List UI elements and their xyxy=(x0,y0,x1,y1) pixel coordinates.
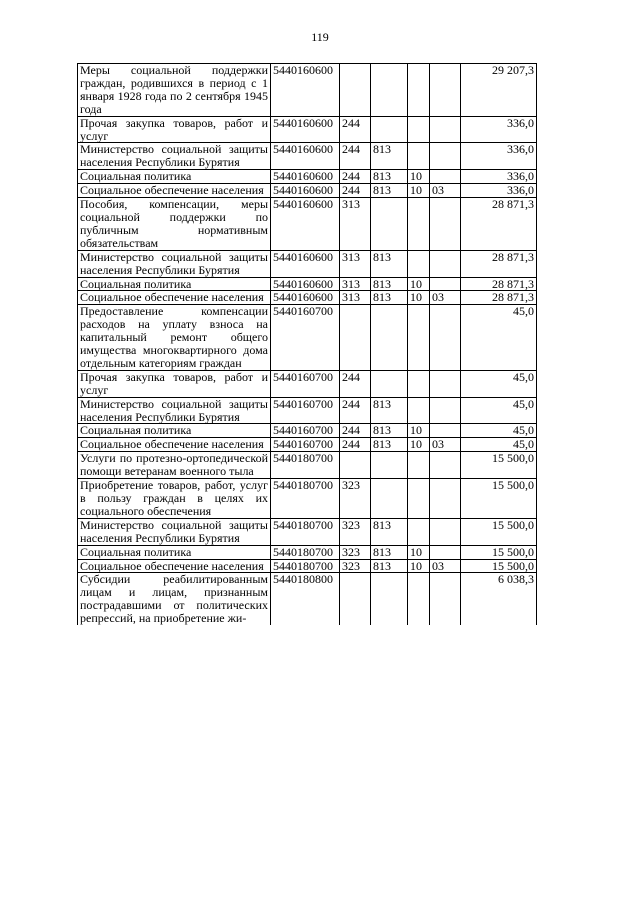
row-code: 5440180800 xyxy=(271,573,340,625)
row-expense-type: 244 xyxy=(340,184,371,198)
row-section xyxy=(408,479,430,519)
row-ministry-code: 813 xyxy=(371,397,408,424)
row-name: Социальное обеспечение населения xyxy=(78,184,271,198)
table-row xyxy=(78,64,537,117)
row-code: 5440160700 xyxy=(271,370,340,397)
row-section xyxy=(408,573,430,625)
row-expense-type: 323 xyxy=(340,559,371,573)
row-name: Меры социальной поддержки граждан, родившихся в период с 1 января 1928 года по 2 сентября 1945 года xyxy=(78,64,271,117)
row-section xyxy=(408,116,430,143)
row-amount: 45,0 xyxy=(461,305,537,371)
row-amount: 336,0 xyxy=(461,116,537,143)
row-section: 10 xyxy=(408,424,430,438)
row-expense-type: 313 xyxy=(340,277,371,291)
table-row xyxy=(78,143,537,170)
row-code: 5440160700 xyxy=(271,305,340,371)
table-row xyxy=(78,277,537,291)
row-section xyxy=(408,198,430,251)
row-code: 5440160600 xyxy=(271,198,340,251)
row-ministry-code xyxy=(371,64,408,117)
row-name: Министерство социальной защиты населения Республики Бурятия xyxy=(78,397,271,424)
table-row xyxy=(78,397,537,424)
row-ministry-code: 813 xyxy=(371,518,408,545)
row-name: Социальное обеспечение населения xyxy=(78,559,271,573)
row-ministry-code: 813 xyxy=(371,291,408,305)
row-name: Социальная политика xyxy=(78,424,271,438)
row-expense-type: 323 xyxy=(340,479,371,519)
row-name: Услуги по протезно-ортопедической помощи ветеранам военного тыла xyxy=(78,452,271,479)
table-row xyxy=(78,424,537,438)
row-amount: 45,0 xyxy=(461,424,537,438)
row-code: 5440160600 xyxy=(271,143,340,170)
row-ministry-code xyxy=(371,116,408,143)
row-code: 5440180700 xyxy=(271,479,340,519)
table-row xyxy=(78,370,537,397)
row-code: 5440180700 xyxy=(271,545,340,559)
row-subsection xyxy=(430,116,461,143)
row-amount: 336,0 xyxy=(461,184,537,198)
row-expense-type: 323 xyxy=(340,518,371,545)
row-section: 10 xyxy=(408,545,430,559)
row-section xyxy=(408,370,430,397)
row-expense-type: 244 xyxy=(340,438,371,452)
row-name: Предоставление компенсации расходов на уплату взноса на капитальный ремонт общего имущества многоквартирного дома отдельным категориям граждан xyxy=(78,305,271,371)
row-subsection xyxy=(430,143,461,170)
row-name: Прочая закупка товаров, работ и услуг xyxy=(78,370,271,397)
row-expense-type xyxy=(340,64,371,117)
row-subsection: 03 xyxy=(430,184,461,198)
row-subsection xyxy=(430,397,461,424)
table-row xyxy=(78,479,537,519)
row-amount: 15 500,0 xyxy=(461,479,537,519)
row-section xyxy=(408,143,430,170)
row-subsection xyxy=(430,64,461,117)
row-subsection xyxy=(430,198,461,251)
table-row xyxy=(78,170,537,184)
row-subsection: 03 xyxy=(430,291,461,305)
page-number: 119 xyxy=(311,30,329,44)
row-code: 5440160600 xyxy=(271,64,340,117)
row-ministry-code: 813 xyxy=(371,250,408,277)
row-ministry-code: 813 xyxy=(371,559,408,573)
row-subsection: 03 xyxy=(430,438,461,452)
row-amount: 336,0 xyxy=(461,170,537,184)
row-amount: 28 871,3 xyxy=(461,250,537,277)
row-code: 5440180700 xyxy=(271,518,340,545)
row-amount: 6 038,3 xyxy=(461,573,537,625)
row-section: 10 xyxy=(408,170,430,184)
table-row xyxy=(78,116,537,143)
row-expense-type: 313 xyxy=(340,291,371,305)
row-name: Социальная политика xyxy=(78,170,271,184)
row-subsection xyxy=(430,479,461,519)
row-subsection xyxy=(430,305,461,371)
row-ministry-code xyxy=(371,305,408,371)
row-amount: 45,0 xyxy=(461,438,537,452)
row-name: Социальная политика xyxy=(78,545,271,559)
budget-table-body xyxy=(78,64,537,626)
row-ministry-code xyxy=(371,198,408,251)
row-name: Приобретение товаров, работ, услуг в пользу граждан в целях их социального обеспечения xyxy=(78,479,271,519)
row-expense-type: 244 xyxy=(340,424,371,438)
row-amount: 15 500,0 xyxy=(461,545,537,559)
row-section: 10 xyxy=(408,277,430,291)
row-code: 5440160600 xyxy=(271,277,340,291)
row-section xyxy=(408,305,430,371)
row-amount: 15 500,0 xyxy=(461,518,537,545)
row-amount: 28 871,3 xyxy=(461,198,537,251)
row-section: 10 xyxy=(408,184,430,198)
row-code: 5440160600 xyxy=(271,116,340,143)
row-code: 5440180700 xyxy=(271,452,340,479)
row-name: Прочая закупка товаров, работ и услуг xyxy=(78,116,271,143)
row-code: 5440160600 xyxy=(271,170,340,184)
row-subsection xyxy=(430,277,461,291)
row-ministry-code: 813 xyxy=(371,143,408,170)
row-section: 10 xyxy=(408,559,430,573)
row-amount: 45,0 xyxy=(461,370,537,397)
row-expense-type: 313 xyxy=(340,198,371,251)
row-code: 5440160700 xyxy=(271,424,340,438)
row-subsection xyxy=(430,452,461,479)
table-row xyxy=(78,184,537,198)
table-row xyxy=(78,573,537,625)
row-ministry-code: 813 xyxy=(371,170,408,184)
row-expense-type: 244 xyxy=(340,170,371,184)
row-name: Социальная политика xyxy=(78,277,271,291)
row-expense-type xyxy=(340,452,371,479)
row-subsection xyxy=(430,424,461,438)
row-section xyxy=(408,452,430,479)
row-name: Пособия, компенсации, меры социальной поддержки по публичным нормативным обязательствам xyxy=(78,198,271,251)
table-row xyxy=(78,545,537,559)
row-expense-type: 244 xyxy=(340,397,371,424)
row-subsection xyxy=(430,518,461,545)
row-code: 5440160600 xyxy=(271,250,340,277)
row-code: 5440160700 xyxy=(271,397,340,424)
table-row xyxy=(78,518,537,545)
row-section xyxy=(408,250,430,277)
row-name: Субсидии реабилитированным лицам и лицам, признанным пострадавшими от политических репрессий, на приобретение жи- xyxy=(78,573,271,625)
row-expense-type: 244 xyxy=(340,116,371,143)
row-section xyxy=(408,518,430,545)
row-ministry-code: 813 xyxy=(371,438,408,452)
row-section: 10 xyxy=(408,291,430,305)
row-code: 5440160600 xyxy=(271,184,340,198)
table-row xyxy=(78,452,537,479)
row-code: 5440160600 xyxy=(271,291,340,305)
row-amount: 28 871,3 xyxy=(461,277,537,291)
row-subsection xyxy=(430,545,461,559)
row-amount: 15 500,0 xyxy=(461,452,537,479)
row-name: Министерство социальной защиты населения Республики Бурятия xyxy=(78,518,271,545)
row-subsection: 03 xyxy=(430,559,461,573)
row-name: Министерство социальной защиты населения Республики Бурятия xyxy=(78,143,271,170)
row-ministry-code xyxy=(371,479,408,519)
row-expense-type: 244 xyxy=(340,143,371,170)
row-subsection xyxy=(430,370,461,397)
row-section xyxy=(408,64,430,117)
row-ministry-code: 813 xyxy=(371,277,408,291)
table-row xyxy=(78,305,537,371)
row-section: 10 xyxy=(408,438,430,452)
row-ministry-code: 813 xyxy=(371,545,408,559)
row-amount: 28 871,3 xyxy=(461,291,537,305)
table-row xyxy=(78,250,537,277)
row-subsection xyxy=(430,573,461,625)
row-amount: 29 207,3 xyxy=(461,64,537,117)
row-section xyxy=(408,397,430,424)
row-name: Социальное обеспечение населения xyxy=(78,291,271,305)
table-row xyxy=(78,438,537,452)
table-row xyxy=(78,198,537,251)
row-ministry-code: 813 xyxy=(371,424,408,438)
table-row xyxy=(78,291,537,305)
row-expense-type: 323 xyxy=(340,545,371,559)
row-ministry-code xyxy=(371,573,408,625)
row-ministry-code xyxy=(371,452,408,479)
row-expense-type xyxy=(340,305,371,371)
budget-table xyxy=(77,63,537,625)
row-ministry-code xyxy=(371,370,408,397)
row-name: Министерство социальной защиты населения Республики Бурятия xyxy=(78,250,271,277)
row-expense-type: 244 xyxy=(340,370,371,397)
row-name: Социальное обеспечение населения xyxy=(78,438,271,452)
table-row xyxy=(78,559,537,573)
row-subsection xyxy=(430,170,461,184)
row-amount: 336,0 xyxy=(461,143,537,170)
row-expense-type xyxy=(340,573,371,625)
row-subsection xyxy=(430,250,461,277)
row-expense-type: 313 xyxy=(340,250,371,277)
row-ministry-code: 813 xyxy=(371,184,408,198)
row-amount: 45,0 xyxy=(461,397,537,424)
row-amount: 15 500,0 xyxy=(461,559,537,573)
row-code: 5440160700 xyxy=(271,438,340,452)
row-code: 5440180700 xyxy=(271,559,340,573)
